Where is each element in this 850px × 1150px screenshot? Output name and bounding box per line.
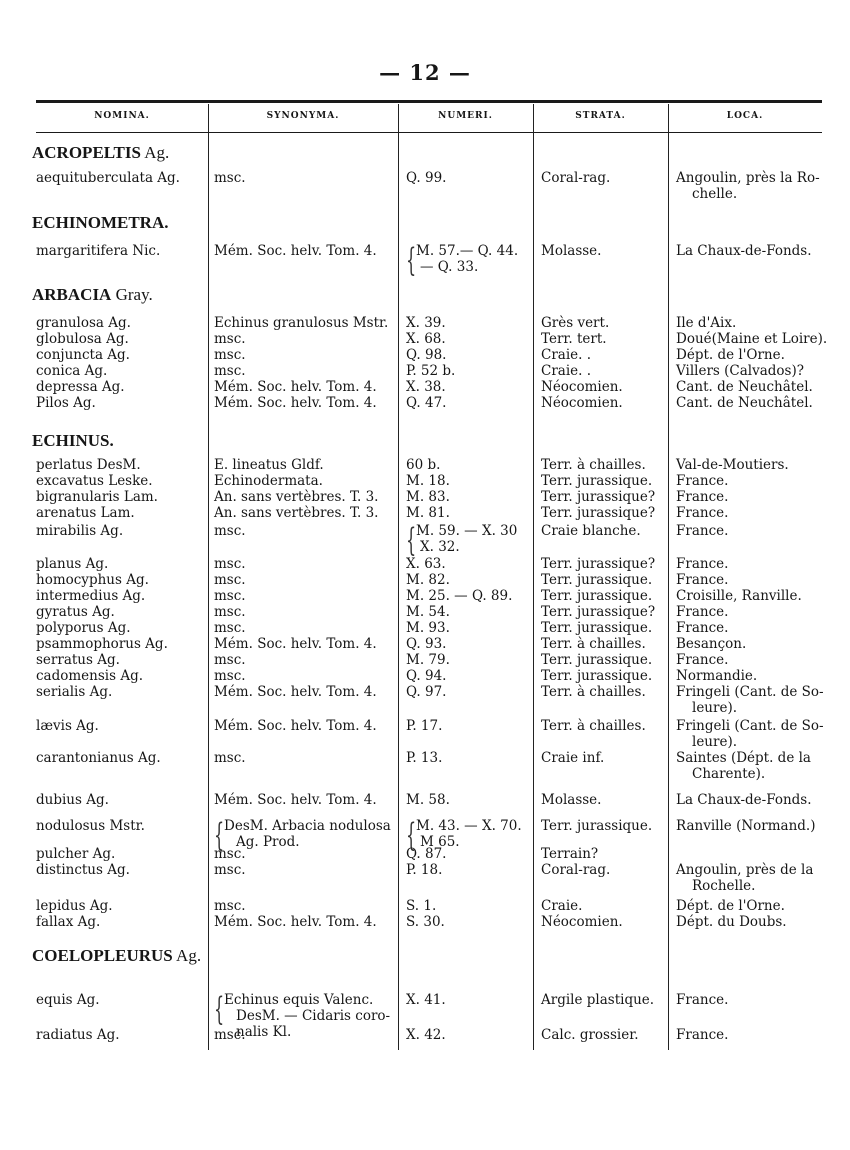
synonym-cell: Echinodermata.	[214, 473, 323, 489]
strata-cell: Craie. .	[541, 347, 592, 363]
nomen-cell: dubius Ag.	[36, 792, 109, 808]
numeri-cell	[416, 243, 518, 275]
synonym-cell: msc.	[214, 523, 246, 539]
strata-cell: Terr. jurassique?	[541, 489, 656, 505]
numeri-cell: Q. 94.	[406, 668, 447, 684]
nomen-cell: planus Ag.	[36, 556, 109, 572]
synonym-cell: msc.	[214, 620, 246, 636]
synonym-cell: Echinus granulosus Mstr.	[214, 315, 389, 331]
loca-cell: Cant. de Neuchâtel.	[676, 379, 813, 395]
cell-line: DesM. — Cidaris coro-	[236, 1008, 391, 1024]
synonym-cell	[224, 818, 391, 850]
genus-heading: ACROPELTIS Ag.	[32, 143, 170, 162]
cell-line: DesM. Arbacia nodulosa	[224, 818, 391, 834]
synonym-cell: Mém. Soc. helv. Tom. 4.	[214, 914, 377, 930]
nomen-cell: intermedius Ag.	[36, 588, 146, 604]
brace-glyph: {	[214, 816, 225, 854]
loca-cell: Normandie.	[676, 668, 758, 684]
synonym-cell: msc.	[214, 604, 246, 620]
synonym-cell: Mém. Soc. helv. Tom. 4.	[214, 684, 377, 700]
synonym-cell: Mém. Soc. helv. Tom. 4.	[214, 243, 377, 259]
loca-cell	[676, 862, 813, 894]
numeri-cell: M. 18.	[406, 473, 450, 489]
synonym-cell: msc.	[214, 331, 246, 347]
cell-line: nalis Kl.	[236, 1024, 292, 1040]
nomen-cell: fallax Ag.	[36, 914, 101, 930]
loca-cell: Val-de-Moutiers.	[676, 457, 789, 473]
strata-cell: Terr. à chailles.	[541, 718, 646, 734]
nomen-cell: pulcher Ag.	[36, 846, 116, 862]
strata-cell: Néocomien.	[541, 379, 623, 395]
synonym-cell: An. sans vertèbres. T. 3.	[214, 505, 379, 521]
synonym-cell: msc.	[214, 652, 246, 668]
numeri-cell: M. 93.	[406, 620, 450, 636]
numeri-cell: X. 63.	[406, 556, 446, 572]
loca-cell: Ranville (Normand.)	[676, 818, 816, 834]
cell-line: M. 59. — X. 30	[416, 523, 518, 539]
loca-cell: France.	[676, 604, 729, 620]
loca-cell: France.	[676, 652, 729, 668]
nomen-cell: polyporus Ag.	[36, 620, 131, 636]
nomen-cell: Pilos Ag.	[36, 395, 96, 411]
nomen-cell: lævis Ag.	[36, 718, 99, 734]
strata-cell: Coral-rag.	[541, 170, 611, 186]
loca-cell: France.	[676, 572, 729, 588]
numeri-cell: P. 13.	[406, 750, 443, 766]
cell-line: Charente).	[692, 766, 766, 782]
nomen-cell: nodulosus Mstr.	[36, 818, 145, 834]
genus-heading: COELOPLEURUS Ag.	[32, 946, 202, 965]
loca-cell	[676, 750, 811, 782]
column-divider-4	[668, 104, 669, 1050]
numeri-cell: M. 25. — Q. 89.	[406, 588, 513, 604]
strata-cell: Molasse.	[541, 792, 602, 808]
synonym-cell: Mém. Soc. helv. Tom. 4.	[214, 379, 377, 395]
synonym-cell: Mém. Soc. helv. Tom. 4.	[214, 718, 377, 734]
loca-cell: Croisille, Ranville.	[676, 588, 802, 604]
column-divider-3	[533, 104, 534, 1050]
genus-heading: ECHINOMETRA.	[32, 213, 169, 232]
loca-cell: France.	[676, 1027, 729, 1043]
synonym-cell: msc.	[214, 750, 246, 766]
nomen-cell: gyratus Ag.	[36, 604, 115, 620]
header-strata: STRATA.	[575, 111, 626, 121]
strata-cell: Terr. jurassique.	[541, 473, 653, 489]
nomen-cell: serialis Ag.	[36, 684, 113, 700]
nomen-cell: carantonianus Ag.	[36, 750, 161, 766]
nomen-cell: mirabilis Ag.	[36, 523, 124, 539]
strata-cell: Terr. jurassique?	[541, 604, 656, 620]
numeri-cell: M. 81.	[406, 505, 450, 521]
strata-cell: Terr. à chailles.	[541, 457, 646, 473]
strata-cell: Terr. jurassique?	[541, 556, 656, 572]
cell-line: chelle.	[692, 186, 738, 202]
synonym-cell: msc.	[214, 347, 246, 363]
nomen-cell: distinctus Ag.	[36, 862, 130, 878]
synonym-cell: msc.	[214, 588, 246, 604]
cell-line: Angoulin, près de la	[676, 862, 814, 878]
synonym-cell: msc.	[214, 556, 246, 572]
strata-cell: Coral-rag.	[541, 862, 611, 878]
synonym-cell	[224, 992, 390, 1040]
cell-line: M. 57.— Q. 44.	[416, 243, 519, 259]
strata-cell: Terr. à chailles.	[541, 684, 646, 700]
loca-cell	[676, 718, 824, 750]
strata-cell: Néocomien.	[541, 395, 623, 411]
brace-glyph: {	[406, 816, 417, 854]
numeri-cell: Q. 98.	[406, 347, 447, 363]
synonym-cell: msc.	[214, 668, 246, 684]
numeri-cell: M. 79.	[406, 652, 450, 668]
loca-cell: Doué(Maine et Loire).	[676, 331, 828, 347]
strata-cell: Terr. jurassique.	[541, 620, 653, 636]
numeri-cell: X. 68.	[406, 331, 446, 347]
nomen-cell: psammophorus Ag.	[36, 636, 168, 652]
nomen-cell: arenatus Lam.	[36, 505, 135, 521]
numeri-cell: Q. 87.	[406, 846, 447, 862]
cell-line: — Q. 33.	[420, 259, 479, 275]
strata-cell: Grès vert.	[541, 315, 610, 331]
numeri-cell: Q. 97.	[406, 684, 447, 700]
nomen-cell: equis Ag.	[36, 992, 100, 1008]
numeri-cell: S. 30.	[406, 914, 445, 930]
cell-line: leure).	[692, 700, 738, 716]
loca-cell: La Chaux-de-Fonds.	[676, 792, 812, 808]
strata-cell: Terr. à chailles.	[541, 636, 646, 652]
cell-line: Saintes (Dépt. de la	[676, 750, 811, 766]
synonym-cell: msc.	[214, 862, 246, 878]
brace-glyph: {	[214, 990, 225, 1028]
cell-line: leure).	[692, 734, 738, 750]
loca-cell: France.	[676, 473, 729, 489]
numeri-cell: X. 38.	[406, 379, 446, 395]
page-number: — 12 —	[379, 60, 471, 85]
cell-line: Ag. Prod.	[236, 834, 300, 850]
strata-cell: Terr. jurassique.	[541, 668, 653, 684]
column-divider-1	[208, 104, 209, 1050]
strata-cell: Terr. tert.	[541, 331, 607, 347]
loca-cell: La Chaux-de-Fonds.	[676, 243, 812, 259]
nomen-cell: conica Ag.	[36, 363, 108, 379]
numeri-cell: M. 54.	[406, 604, 450, 620]
strata-cell: Terr. jurassique.	[541, 652, 653, 668]
strata-cell: Terrain?	[541, 846, 599, 862]
loca-cell: Dépt. de l'Orne.	[676, 347, 785, 363]
header-top-rule	[36, 100, 822, 103]
nomen-cell: granulosa Ag.	[36, 315, 131, 331]
loca-cell: Cant. de Neuchâtel.	[676, 395, 813, 411]
numeri-cell: X. 39.	[406, 315, 446, 331]
synonym-cell: msc.	[214, 170, 246, 186]
numeri-cell: P. 18.	[406, 862, 443, 878]
synonym-cell: msc.	[214, 898, 246, 914]
genus-heading: ECHINUS.	[32, 431, 114, 450]
nomen-cell: serratus Ag.	[36, 652, 120, 668]
cell-line: Angoulin, près la Ro-	[676, 170, 820, 186]
loca-cell: France.	[676, 556, 729, 572]
synonym-cell: msc.	[214, 1027, 246, 1043]
nomen-cell: perlatus DesM.	[36, 457, 141, 473]
loca-cell: France.	[676, 620, 729, 636]
nomen-cell: globulosa Ag.	[36, 331, 129, 347]
cell-line: Echinus equis Valenc.	[224, 992, 374, 1008]
nomen-cell: aequituberculata Ag.	[36, 170, 180, 186]
strata-cell: Craie. .	[541, 363, 592, 379]
synonym-cell: E. lineatus Gldf.	[214, 457, 324, 473]
synonym-cell: msc.	[214, 846, 246, 862]
loca-cell: Dépt. de l'Orne.	[676, 898, 785, 914]
synonym-cell: Mém. Soc. helv. Tom. 4.	[214, 395, 377, 411]
cell-line: Fringeli (Cant. de So-	[676, 684, 824, 700]
header-loca: LOCA.	[726, 111, 764, 121]
nomen-cell: excavatus Leske.	[36, 473, 153, 489]
numeri-cell: P. 17.	[406, 718, 443, 734]
loca-cell: Villers (Calvados)?	[676, 363, 804, 379]
header-numeri: NUMERI.	[438, 111, 493, 121]
strata-cell: Argile plastique.	[541, 992, 655, 1008]
nomen-cell: depressa Ag.	[36, 379, 125, 395]
numeri-cell: 60 b.	[406, 457, 441, 473]
strata-cell: Terr. jurassique?	[541, 505, 656, 521]
nomen-cell: homocyphus Ag.	[36, 572, 149, 588]
loca-cell: Ile d'Aix.	[676, 315, 737, 331]
strata-cell: Molasse.	[541, 243, 602, 259]
synonym-cell: An. sans vertèbres. T. 3.	[214, 489, 379, 505]
nomen-cell: bigranularis Lam.	[36, 489, 158, 505]
strata-cell: Terr. jurassique.	[541, 818, 653, 834]
cell-line: Fringeli (Cant. de So-	[676, 718, 824, 734]
nomen-cell: conjuncta Ag.	[36, 347, 130, 363]
numeri-cell: M. 83.	[406, 489, 450, 505]
strata-cell: Craie inf.	[541, 750, 605, 766]
numeri-cell: P. 52 b.	[406, 363, 456, 379]
loca-cell	[676, 170, 820, 202]
nomen-cell: margaritifera Nic.	[36, 243, 161, 259]
numeri-cell: S. 1.	[406, 898, 437, 914]
synonym-cell: Mém. Soc. helv. Tom. 4.	[214, 792, 377, 808]
synonym-cell: msc.	[214, 572, 246, 588]
synonym-cell: Mém. Soc. helv. Tom. 4.	[214, 636, 377, 652]
loca-cell: Dépt. du Doubs.	[676, 914, 787, 930]
strata-cell: Craie.	[541, 898, 583, 914]
numeri-cell: X. 42.	[406, 1027, 446, 1043]
column-divider-2	[398, 104, 399, 1050]
loca-cell: France.	[676, 489, 729, 505]
nomen-cell: cadomensis Ag.	[36, 668, 144, 684]
numeri-cell: Q. 93.	[406, 636, 447, 652]
strata-cell: Terr. jurassique.	[541, 572, 653, 588]
header-synonyma: SYNONYMA.	[266, 111, 340, 121]
synonym-cell: msc.	[214, 363, 246, 379]
header-nomina: NOMINA.	[94, 111, 150, 121]
header-bottom-rule	[36, 132, 822, 133]
strata-cell: Terr. jurassique.	[541, 588, 653, 604]
cell-line: X. 32.	[420, 539, 460, 555]
loca-cell: Besançon.	[676, 636, 747, 652]
nomen-cell: radiatus Ag.	[36, 1027, 120, 1043]
cell-line: M. 43. — X. 70.	[416, 818, 522, 834]
numeri-cell: X. 41.	[406, 992, 446, 1008]
loca-cell: France.	[676, 992, 729, 1008]
strata-cell: Calc. grossier.	[541, 1027, 639, 1043]
loca-cell: France.	[676, 523, 729, 539]
loca-cell	[676, 684, 824, 716]
numeri-cell: Q. 99.	[406, 170, 447, 186]
strata-cell: Craie blanche.	[541, 523, 641, 539]
strata-cell: Néocomien.	[541, 914, 623, 930]
cell-line: Rochelle.	[692, 878, 756, 894]
numeri-cell: M. 82.	[406, 572, 450, 588]
nomen-cell: lepidus Ag.	[36, 898, 113, 914]
genus-heading: ARBACIA Gray.	[32, 285, 153, 304]
cell-line: M 65.	[420, 834, 460, 850]
brace-glyph: {	[406, 241, 417, 279]
numeri-cell: Q. 47.	[406, 395, 447, 411]
brace-glyph: {	[406, 521, 417, 559]
loca-cell: France.	[676, 505, 729, 521]
numeri-cell: M. 58.	[406, 792, 450, 808]
numeri-cell	[416, 523, 517, 555]
